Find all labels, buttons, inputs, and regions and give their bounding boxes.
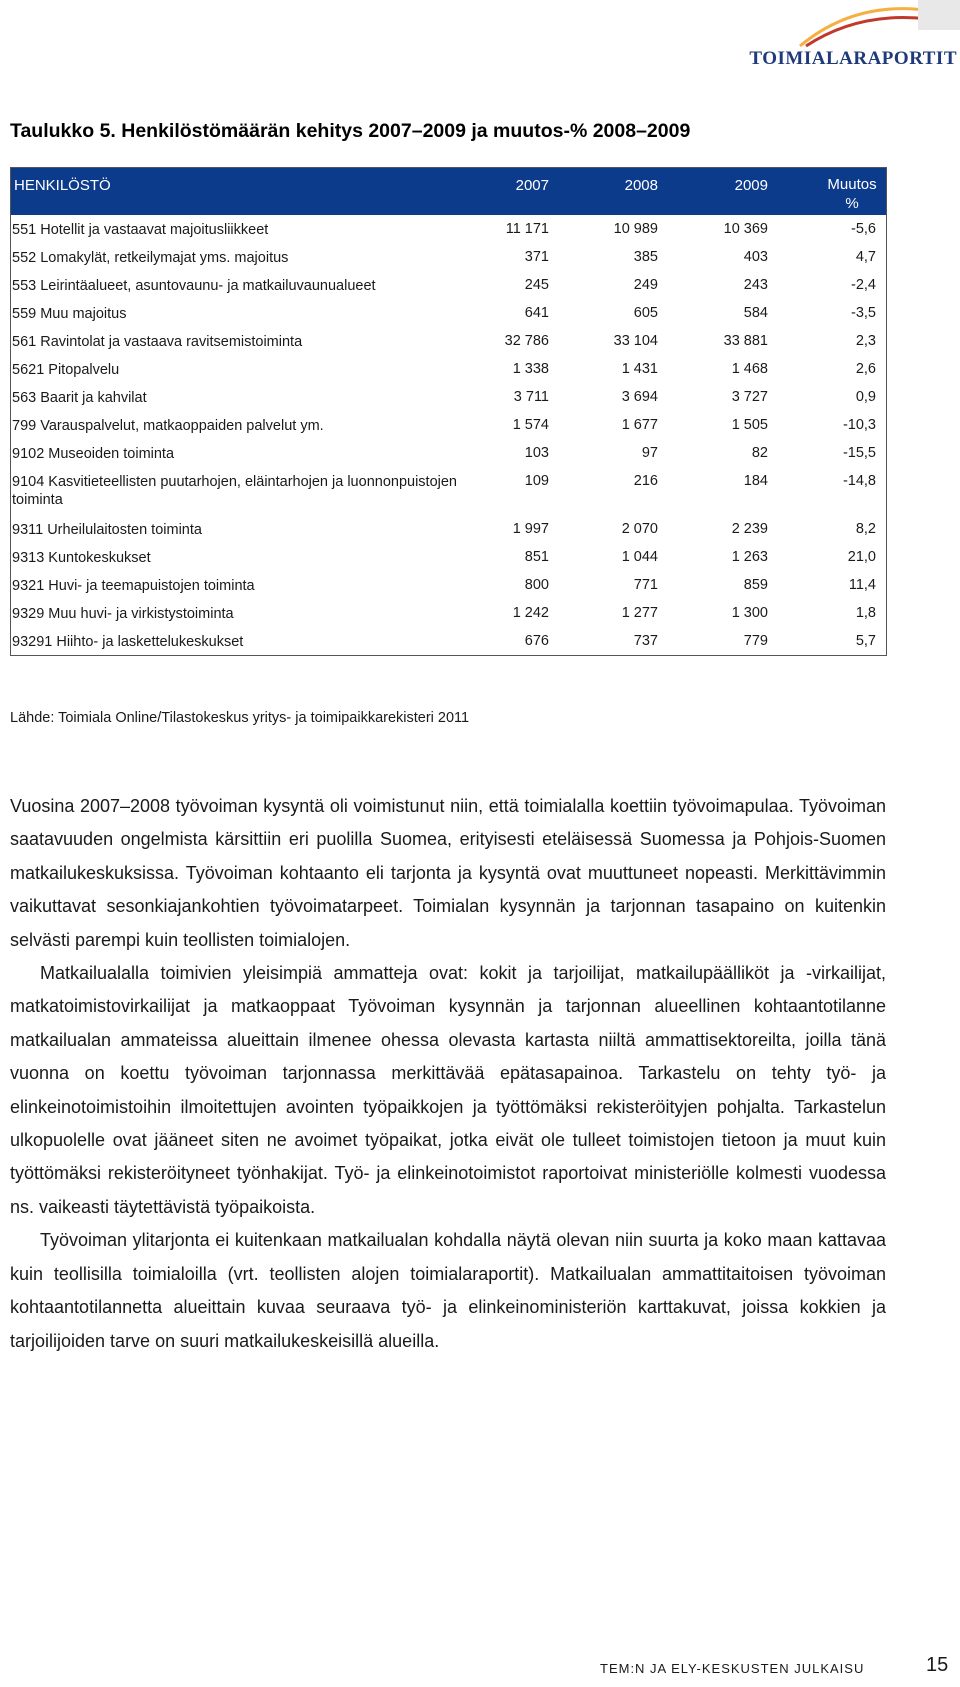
table-row (11, 571, 886, 599)
header-2009: 2009 (734, 177, 768, 194)
cell-2009: 1 505 (731, 417, 768, 433)
cell-2009: 82 (751, 445, 768, 461)
cell-change: -3,5 (851, 305, 876, 321)
row-name: 553 Leirintäalueet, asuntovaunu- ja matkailuvaunualueet (12, 278, 376, 294)
table-row (11, 383, 886, 411)
cell-2007: 11 171 (505, 221, 549, 237)
table-row (11, 411, 886, 439)
cell-2007: 1 997 (512, 521, 549, 537)
table-row (11, 599, 886, 627)
cell-2007: 109 (524, 473, 549, 489)
table-row (11, 467, 886, 515)
staff-table (10, 167, 887, 656)
cell-change: 4,7 (855, 249, 876, 265)
header-change: Muutos % (827, 176, 877, 212)
row-name: 551 Hotellit ja vastaavat majoitusliikkeet (12, 222, 269, 238)
cell-change: 2,6 (855, 361, 876, 377)
logo-arc-icon (770, 0, 960, 50)
cell-2008: 737 (633, 633, 658, 649)
table-row (11, 543, 886, 571)
row-name: 799 Varauspalvelut, matkaoppaiden palvelut ym. (12, 418, 324, 434)
cell-change: 21,0 (847, 549, 876, 565)
cell-2009: 1 468 (731, 361, 768, 377)
cell-change: -15,5 (842, 445, 876, 461)
cell-2007: 1 574 (512, 417, 549, 433)
cell-2007: 1 338 (512, 361, 549, 377)
table-header (11, 168, 886, 215)
table-row (11, 515, 886, 543)
cell-change: -5,6 (851, 221, 876, 237)
cell-change: 5,7 (855, 633, 876, 649)
cell-2009: 1 263 (731, 549, 768, 565)
cell-2008: 1 677 (621, 417, 658, 433)
table-title: Taulukko 5. Henkilöstömäärän kehitys 2007–2009 ja muutos-% 2008–2009 (10, 120, 691, 142)
cell-2008: 605 (633, 305, 658, 321)
logo-text: TOIMIALARAPORTIT (749, 48, 957, 69)
table-row (11, 327, 886, 355)
table-row (11, 299, 886, 327)
cell-2007: 103 (524, 445, 549, 461)
cell-2008: 97 (641, 445, 658, 461)
paragraph: Työvoiman ylitarjonta ei kuitenkaan matkailualan kohdalla näytä olevan niin suurta ja koko maan kattavaa kuin teollisilla toimialoilla (vrt. teollisten alojen toimialaraportit). Matkailualan ammattitaitoisen työvoiman kohtaantotilannetta alueittain kuvaa seuraava työ- ja elinkeinoministeriön karttakuvat, joissa kokkien ja tarjoilijoiden tarve on suuri matkailukeskeisillä alueilla. (10, 1230, 886, 1351)
cell-change: -14,8 (842, 473, 876, 489)
header-2008: 2008 (624, 177, 658, 194)
cell-2009: 859 (743, 577, 768, 593)
row-name: 9311 Urheilulaitosten toiminta (12, 522, 202, 538)
cell-2007: 851 (524, 549, 549, 565)
row-name: 552 Lomakylät, retkeilymajat yms. majoitus (12, 250, 289, 266)
cell-2008: 771 (633, 577, 658, 593)
cell-2008: 1 044 (621, 549, 658, 565)
cell-2008: 10 989 (613, 221, 658, 237)
paragraph: Vuosina 2007–2008 työvoiman kysyntä oli voimistunut niin, että toimialalla koettiin työvoimapulaa. Työvoiman saatavuuden ongelmista kärsittiin eri puolilla Suomea, erityisesti eteläisessä Suomessa ja Pohjois-Suomen matkailukeskuksissa. Työvoiman kohtaanto eli tarjonta ja kysyntä ovat muuttuneet nopeasti. Merkittävimmin vaikuttavat sesonkiajankohtien työvoimatarpeet. Toimialan kysynnän ja tarjonnan tasapaino on kuitenkin selvästi parempi kuin teollisten toimialojen. (10, 796, 886, 950)
page-number: 15 (926, 1654, 949, 1676)
table-source: Lähde: Toimiala Online/Tilastokeskus yritys- ja toimipaikkarekisteri 2011 (10, 710, 470, 726)
cell-2007: 1 242 (512, 605, 549, 621)
cell-change: 8,2 (855, 521, 876, 537)
body-text (10, 790, 886, 1358)
cell-2008: 216 (633, 473, 658, 489)
cell-2009: 184 (743, 473, 768, 489)
row-name: 5621 Pitopalvelu (12, 362, 120, 378)
paragraph: Matkailualalla toimivien yleisimpiä ammatteja ovat: kokit ja tarjoilijat, matkailupäälliköt ja -virkailijat, matkatoimistovirkailijat ja matkaoppaat Työvoiman kysynnän ja tarjonnan alueellinen kohtaantotilanne matkailualan ammateissa alueittain ilmenee ohessa olevasta kartasta niiltä ammattisektoreilta, joilla tänä vuonna on koettu työvoiman tarjonnassa merkittävää epätasapainoa. Tarkastelu on tehty työ- ja elinkeinotoimistoihin ilmoitettujen avointen työpaikkojen ja työttömäksi rekisteröityjen pohjalta. Tarkastelun ulkopuolelle ovat jääneet siten ne avoimet työpaikat, jotka eivät ole tulleet toimistojen tietoon ja muut kuin työttömäksi rekisteröityneet työnhakijat. Työ- ja elinkeinotoimistot raportoivat ministeriölle kolmesti vuodessa ns. vaikeasti täytettävistä työpaikoista. (10, 963, 886, 1217)
cell-2008: 3 694 (621, 389, 658, 405)
cell-2007: 32 786 (504, 333, 549, 349)
cell-change: 11,4 (848, 577, 876, 593)
table-body (11, 215, 886, 655)
cell-2009: 1 300 (731, 605, 768, 621)
cell-2007: 245 (524, 277, 549, 293)
cell-2009: 779 (743, 633, 768, 649)
cell-2008: 2 070 (621, 521, 658, 537)
cell-2009: 584 (743, 305, 768, 321)
table-row (11, 355, 886, 383)
cell-2009: 403 (743, 249, 768, 265)
row-name: 93291 Hiihto- ja laskettelukeskukset (12, 634, 244, 650)
cell-change: 2,3 (855, 333, 876, 349)
header-label: HENKILÖSTÖ (14, 177, 111, 194)
row-name: 559 Muu majoitus (12, 306, 127, 322)
row-name: 563 Baarit ja kahvilat (12, 390, 147, 406)
toimialaraportit-logo (749, 0, 960, 80)
cell-2009: 2 239 (731, 521, 768, 537)
row-name: 9102 Museoiden toiminta (12, 446, 175, 462)
cell-2009: 10 369 (723, 221, 768, 237)
cell-2007: 3 711 (513, 389, 549, 405)
cell-2008: 1 277 (621, 605, 658, 621)
table-row (11, 627, 886, 655)
cell-2009: 243 (743, 277, 768, 293)
table-row (11, 243, 886, 271)
table-row (11, 271, 886, 299)
cell-change: -10,3 (842, 417, 876, 433)
cell-2007: 800 (524, 577, 549, 593)
cell-2007: 371 (524, 249, 549, 265)
cell-change: 1,8 (855, 605, 876, 621)
cell-2008: 385 (633, 249, 658, 265)
cell-change: 0,9 (855, 389, 876, 405)
cell-change: -2,4 (851, 277, 876, 293)
header-2007: 2007 (515, 177, 549, 194)
cell-2008: 33 104 (613, 333, 658, 349)
row-name: 9321 Huvi- ja teemapuistojen toiminta (12, 578, 255, 594)
table-row (11, 439, 886, 467)
row-name: 561 Ravintolat ja vastaava ravitsemistoiminta (12, 334, 303, 350)
cell-2008: 1 431 (621, 361, 658, 377)
cell-2009: 33 881 (723, 333, 768, 349)
cell-2008: 249 (633, 277, 658, 293)
cell-2007: 641 (524, 305, 549, 321)
cell-2009: 3 727 (731, 389, 768, 405)
footer-label: TEM:N JA ELY-KESKUSTEN JULKAISU (600, 1661, 865, 1676)
row-name: 9329 Muu huvi- ja virkistystoiminta (12, 606, 234, 622)
row-name: 9313 Kuntokeskukset (12, 550, 151, 566)
row-name: 9104 Kasvitieteellisten puutarhojen, eläintarhojen ja luonnonpuistojen toiminta (12, 474, 457, 508)
cell-2007: 676 (524, 633, 549, 649)
table-row (11, 215, 886, 243)
